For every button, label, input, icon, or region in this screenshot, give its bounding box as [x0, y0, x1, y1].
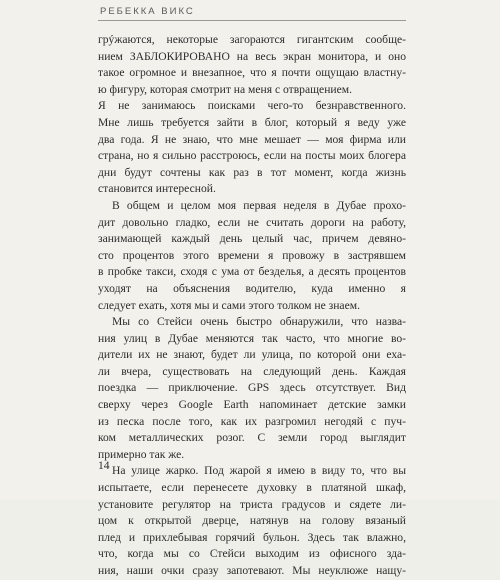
- text-line: дители их не знают, будет ли улица, по которой они еха-: [98, 348, 406, 362]
- text-line: из песка после того, как их разгромил негодяй с пуч-: [98, 414, 406, 428]
- text-line: становится интересной.: [98, 182, 216, 196]
- text-line: сверху через Google Earth напоминает детские замки: [98, 398, 406, 412]
- page-number: 14: [98, 459, 110, 472]
- text-line: страна, но я сильно расстроюсь, если на посты моих блогера: [98, 149, 406, 163]
- text-line: плед и прихлебывая горячий бульон. Здесь так влажно,: [98, 530, 406, 544]
- text-line: сто процентов этого времени я провожу в застрявшем: [98, 248, 406, 262]
- text-line: в пробке такси, сходя с ума от безделья, а десять процентов: [98, 265, 406, 279]
- header-rule: [98, 20, 406, 21]
- text-line: следует ехать, хотя мы и сами этого толком не знаем.: [98, 298, 360, 312]
- text-line: ния, наши очки сразу запотевают. Мы неуклюже нащу-: [98, 564, 406, 577]
- text-line: испытаете, если перенесете духовку в платяной шкаф,: [98, 481, 406, 495]
- body-text: [98, 32, 406, 580]
- text-line: ния улиц в Дубае меняются так часто, что многие во-: [98, 331, 406, 345]
- text-line: два года. Я не знаю, что мне мешает — моя фирма или: [98, 132, 406, 146]
- text-line: дит довольно гладко, если не считать дороги на работу,: [98, 215, 406, 229]
- text-line: такое огромное и внезапное, что я почти ощущаю властну-: [98, 66, 406, 80]
- text-line: нием ЗАБЛОКИРОВАНО на весь экран монитора, и оно: [98, 49, 406, 63]
- text-line: Я не занимаюсь поисками чего-то безнравственного.: [98, 99, 406, 113]
- text-line: поездка — приключение. GPS здесь отсутствует. Вид: [98, 381, 406, 395]
- text-line: уходят на объяснения водителю, куда именно я: [98, 281, 406, 295]
- text-line: занимающей каждый день целый час, причем девяно-: [98, 232, 406, 246]
- text-line: цом к открытой дверце, натянув на голову вязаный: [98, 514, 406, 528]
- text-line: На улице жарко. Под жарой я имею в виду то, что вы: [112, 464, 406, 478]
- text-line: установите регулятор на триста градусов и сядете ли-: [98, 497, 406, 511]
- text-line: ю фигуру, которая смотрит на меня с отвращением.: [98, 82, 352, 96]
- text-line: примерно так же.: [98, 447, 185, 461]
- text-line: В общем и целом моя первая неделя в Дубае прохо-: [112, 198, 406, 212]
- text-line: дни будут сочтены как раз в тот момент, когда жизнь: [98, 165, 406, 179]
- text-line: ком металлических розог. С земли город выглядит: [98, 431, 406, 445]
- text-line: грýжаются, некоторые загораются гигантским сообще-: [98, 33, 406, 46]
- text-line: Мне лишь требуется зайти в блог, который я веду уже: [98, 115, 406, 129]
- running-head: РЕБЕККА ВИКС: [100, 6, 195, 17]
- text-line: Мы со Стейси очень быстро обнаружили, что назва-: [112, 315, 406, 329]
- text-line: ли вчера, существовать на следующий день. Каждая: [98, 364, 406, 378]
- text-line: что, когда мы со Стейси выходим из офисного зда-: [98, 547, 406, 561]
